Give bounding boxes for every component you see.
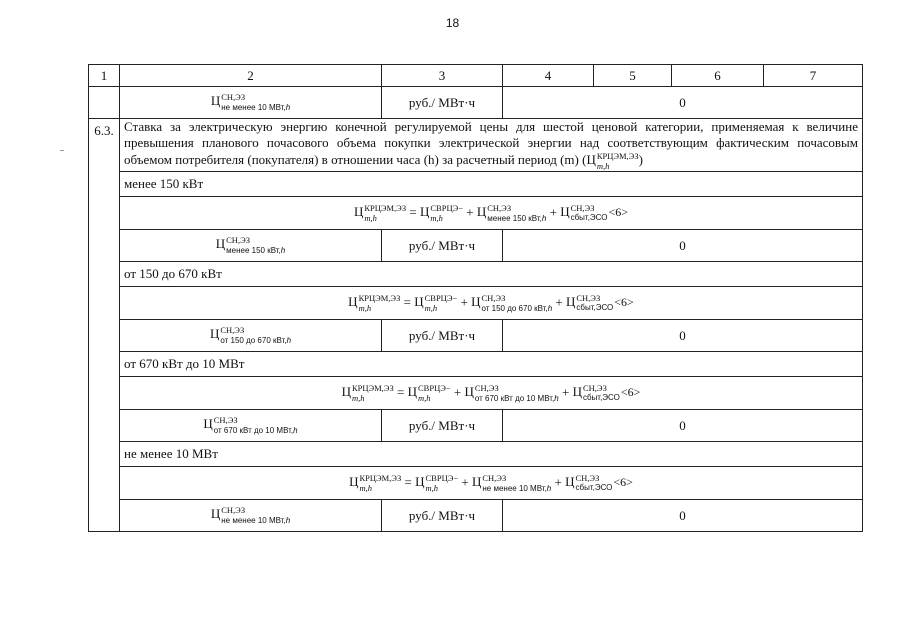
formula-term3-sub: сбыт,ЭСО <box>575 483 613 492</box>
formula-term2-symbol: Ц <box>471 293 481 309</box>
rate-subscript-var: h <box>285 103 291 112</box>
group-label-row <box>89 442 863 467</box>
formula-term2-sub-var: h <box>541 213 547 223</box>
desc-subscript: m,h <box>596 161 610 171</box>
value-cell: 0 <box>503 230 863 262</box>
formula-lhs-sub: m,h <box>351 393 365 403</box>
formula-term1-sup: СВРЦЭ− <box>430 203 464 213</box>
formula-plus: + <box>554 473 562 489</box>
formula-term2-symbol: Ц <box>476 203 487 219</box>
formula-equals: = <box>404 473 412 489</box>
formula-equals: = <box>409 203 417 219</box>
formula-lhs-sup: КРЦЭМ,ЭЗ <box>351 383 394 393</box>
rate-subscript: не менее 10 МВт, <box>221 516 286 525</box>
formula-term2-sup: СН,ЭЗ <box>481 292 506 303</box>
formula-row <box>89 467 863 500</box>
group-label: менее 150 кВт <box>120 172 863 197</box>
unit-cell: руб./ МВт·ч <box>382 500 503 532</box>
formula-plus: + <box>461 473 469 489</box>
rate-subscript-var: h <box>280 246 286 255</box>
formula <box>120 287 863 320</box>
rate-row <box>89 230 863 262</box>
formula-term2-symbol: Ц <box>471 473 482 489</box>
formula-term1-sub: m,h <box>418 393 431 403</box>
header-col-3: 3 <box>382 65 503 87</box>
section-number-cell-prev <box>89 87 120 119</box>
formula-lhs-symbol: Ц <box>348 293 358 309</box>
formula-term1-sub: m,h <box>425 483 439 493</box>
rate-subscript-var: h <box>286 336 292 345</box>
section-number: 6.3. <box>89 119 120 532</box>
description-text: Ставка за электрическую энергию конечной регулируемой цены для шестой ценовой категории, применяемая к величине превышения планового почасового объема покупки электрической энергии над соответствующим фактическим почасовым объемом потребителя (покупателя) в отношении часа (h) за расчетный период (m) ( <box>124 119 858 167</box>
formula-row <box>89 377 863 410</box>
formula-lhs-sub: m,h <box>364 213 377 223</box>
group-label-row <box>89 352 863 377</box>
formula-plus: + <box>453 383 462 399</box>
formula-lhs-symbol: Ц <box>341 383 351 399</box>
formula-term3-sup: СН,ЭЗ <box>575 473 600 483</box>
desc-symbol: Ц <box>586 151 596 167</box>
formula-term3-sub: сбыт,ЭСО <box>582 393 620 402</box>
rate-symbol: Ц <box>210 93 221 109</box>
value-cell: 0 <box>503 500 863 532</box>
rate-symbol: Ц <box>209 326 220 342</box>
formula-plus: + <box>555 293 563 309</box>
header-row <box>89 65 863 87</box>
rate-superscript: СН,ЭЗ <box>213 415 238 425</box>
formula-row <box>89 287 863 320</box>
formula-term2-sub-var: h <box>546 483 552 493</box>
rate-superscript: СН,ЭЗ <box>221 505 246 515</box>
formula-plus: + <box>549 203 557 219</box>
formula-term3-symbol: Ц <box>572 383 582 399</box>
formula <box>120 467 863 500</box>
rate-symbol-cell <box>120 87 382 119</box>
formula-term2-sub: от 150 до 670 кВт, <box>481 303 548 313</box>
rate-symbol-cell <box>120 320 382 352</box>
rate-subscript: от 150 до 670 кВт, <box>220 336 287 345</box>
formula-term1-sup: СВРЦЭ− <box>424 293 458 303</box>
tariff-table <box>88 64 863 532</box>
header-col-2: 2 <box>120 65 382 87</box>
formula-term3-symbol: Ц <box>565 473 575 489</box>
rate-subscript: от 670 кВт до 10 МВт, <box>213 426 294 435</box>
group-label-row <box>89 172 863 197</box>
formula-term2-sup: СН,ЭЗ <box>474 382 499 393</box>
rate-subscript-var: h <box>285 516 291 525</box>
formula-plus: + <box>561 383 570 399</box>
formula-lhs-sup: КРЦЭМ,ЭЗ <box>358 293 401 303</box>
formula-footnote: <6> <box>613 474 633 489</box>
formula-equals: = <box>403 293 411 309</box>
value-cell: 0 <box>503 410 863 442</box>
rate-subscript-var: h <box>293 426 298 435</box>
formula-term1-sub: m,h <box>430 213 443 223</box>
formula-term1-symbol: Ц <box>420 203 430 219</box>
formula-term2-sub: от 670 кВт до 10 МВт, <box>474 393 555 403</box>
rate-symbol-cell <box>120 230 382 262</box>
formula-term1-symbol: Ц <box>415 473 425 489</box>
group-label: от 670 кВт до 10 МВт <box>120 352 863 377</box>
formula-term2-sub-var: h <box>547 303 553 313</box>
formula-term1-symbol: Ц <box>414 293 424 309</box>
formula-lhs-sub: m,h <box>359 483 372 493</box>
formula-plus: + <box>460 293 468 309</box>
formula-term3-sub: сбыт,ЭСО <box>570 213 608 222</box>
formula-plus: + <box>466 203 474 219</box>
header-col-1: 1 <box>89 65 120 87</box>
header-col-5: 5 <box>594 65 672 87</box>
rate-superscript: СН,ЭЗ <box>221 92 246 102</box>
rate-symbol-cell <box>120 410 382 442</box>
top-rate-row <box>89 87 863 119</box>
formula-term2-symbol: Ц <box>464 383 474 399</box>
group-label: не менее 10 МВт <box>120 442 863 467</box>
section-description <box>120 119 863 172</box>
rate-row <box>89 410 863 442</box>
formula-term2-sup: СН,ЭЗ <box>487 202 512 213</box>
formula-lhs-sub: m,h <box>358 303 372 313</box>
formula-lhs-sup: КРЦЭМ,ЭЗ <box>364 203 407 213</box>
formula-term3-sup: СН,ЭЗ <box>582 383 607 393</box>
formula-lhs-sup: КРЦЭМ,ЭЗ <box>359 473 402 483</box>
formula-footnote: <6> <box>608 204 629 219</box>
rate-subscript: менее 150 кВт, <box>226 246 281 255</box>
formula-term3-sup: СН,ЭЗ <box>570 203 595 213</box>
rate-row <box>89 500 863 532</box>
rate-subscript: не менее 10 МВт, <box>221 103 286 112</box>
formula <box>120 377 863 410</box>
formula-term3-symbol: Ц <box>565 293 576 309</box>
formula-term1-sub: m,h <box>424 303 438 313</box>
value-cell: 0 <box>503 87 863 119</box>
header-col-6: 6 <box>672 65 764 87</box>
header-col-4: 4 <box>503 65 594 87</box>
formula-term1-sup: СВРЦЭ− <box>425 473 459 483</box>
group-label-row <box>89 262 863 287</box>
rate-row <box>89 320 863 352</box>
unit-cell: руб./ МВт·ч <box>382 410 503 442</box>
rate-symbol: Ц <box>210 506 221 522</box>
rate-superscript: СН,ЭЗ <box>226 235 251 245</box>
margin-mark <box>60 150 64 151</box>
formula-row <box>89 197 863 230</box>
formula-term1-symbol: Ц <box>407 383 418 399</box>
formula-term2-sub-var: h <box>554 393 559 403</box>
page-number: 18 <box>445 16 460 30</box>
formula-term2-sup: СН,ЭЗ <box>482 472 507 483</box>
rate-symbol: Ц <box>203 416 213 432</box>
unit-cell: руб./ МВт·ч <box>382 230 503 262</box>
rate-symbol-cell <box>120 500 382 532</box>
value-cell: 0 <box>503 320 863 352</box>
formula-term3-sub: сбыт,ЭСО <box>576 303 614 312</box>
formula-term2-sub: не менее 10 МВт, <box>482 483 547 493</box>
formula-equals: = <box>397 383 405 399</box>
header-col-7: 7 <box>764 65 863 87</box>
formula-term3-sup: СН,ЭЗ <box>576 293 601 303</box>
formula-lhs-symbol: Ц <box>349 473 359 489</box>
unit-cell: руб./ МВт·ч <box>382 87 503 119</box>
formula-footnote: <6> <box>620 384 641 399</box>
rate-superscript: СН,ЭЗ <box>220 325 245 335</box>
unit-cell: руб./ МВт·ч <box>382 320 503 352</box>
formula <box>120 197 863 230</box>
formula-term2-sub: менее 150 кВт, <box>487 213 542 223</box>
formula-term3-symbol: Ц <box>560 203 570 219</box>
formula-term1-sup: СВРЦЭ− <box>418 383 451 393</box>
desc-superscript: КРЦЭМ,ЭЗ <box>596 151 639 161</box>
formula-footnote: <6> <box>614 294 634 309</box>
formula-lhs-symbol: Ц <box>353 203 364 219</box>
section-description-row <box>89 119 863 172</box>
rate-symbol: Ц <box>215 236 226 252</box>
desc-end: ) <box>638 151 643 167</box>
group-label: от 150 до 670 кВт <box>120 262 863 287</box>
